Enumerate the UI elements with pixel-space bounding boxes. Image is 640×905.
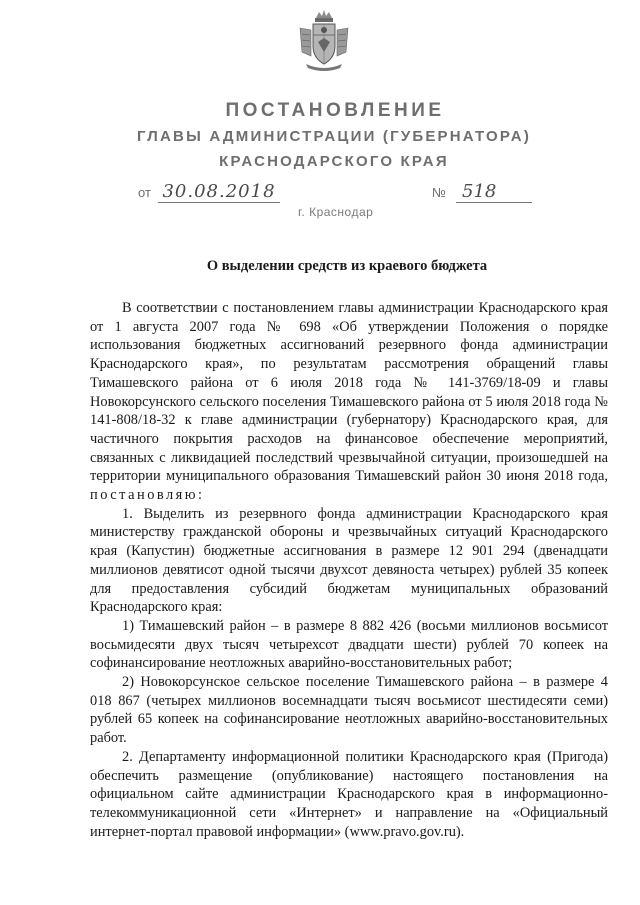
- document-number: 518: [456, 181, 532, 203]
- issuer-line-1: ГЛАВЫ АДМИНИСТРАЦИИ (ГУБЕРНАТОРА): [136, 128, 532, 145]
- date-number-line: [0, 181, 640, 205]
- city-label: г. Краснодар: [298, 205, 374, 219]
- issuer-line-2: КРАСНОДАРСКОГО КРАЯ: [219, 153, 449, 170]
- item-1-1-paragraph: 1) Тимашевский район – в размере 8 882 426 (восьми миллионов восьмисот восьмидесяти двух тысяч четырехсот двадцати шести) рублей 70 копеек на софинансирование неотложных аварийно-восстановительных работ;: [90, 617, 608, 672]
- document-heading: О выделении средств из краевого бюджета: [206, 258, 488, 274]
- document-body: [90, 299, 608, 841]
- decree-word: постановляю:: [90, 487, 205, 504]
- intro-text: В соответствии с постановлением главы администрации Краснодарского края от 1 августа 2007 года № 698 «Об утверждении Положения о порядке использования бюджетных ассигнований резервного фонда администрации Краснодарского края», по результатам рассмотрения обращений главы Тимашевского района от 6 июля 2018 года № 141-3769/18-09 и главы Новокорсунского сельского поселения Тимашевского района от 5 июля 2018 года № 141-808/18-32 к главе администрации (губернатору) Краснодарского края, для частичного покрытия расходов на финансовое обеспечение мероприятий, связанных с ликвидацией последствий чрезвычайной ситуации, произошедшей на территории муниципального образования Тимашевский район 30 июня 2018 года,: [90, 300, 608, 485]
- item-2-paragraph: 2. Департаменту информационной политики Краснодарского края (Пригода) обеспечить размещение (опубликование) настоящего постановления на официальном сайте администрации Краснодарского края в информационно-телекоммуникационной сети «Интернет» и направление на «Официальный интернет-портал правовой информации» (www.pravo.gov.ru).: [90, 748, 608, 840]
- date-prefix: от: [138, 185, 151, 200]
- intro-paragraph: [90, 299, 608, 505]
- document-date: 30.08.2018: [158, 181, 280, 203]
- coat-of-arms-icon: [296, 8, 352, 74]
- document-title: ПОСТАНОВЛЕНИЕ: [225, 100, 445, 121]
- number-prefix: №: [432, 185, 446, 200]
- item-1-paragraph: 1. Выделить из резервного фонда администрации Краснодарского края министерству гражданской обороны и чрезвычайных ситуаций Краснодарского края (Капустин) бюджетные ассигнования в размере 12 901 294 (двенадцати миллионов девятисот одной тысячи двухсот девяноста четырех) рублей 35 копеек для предоставления субсидий бюджетам муниципальных образований Краснодарского края:: [90, 505, 608, 616]
- item-1-2-paragraph: 2) Новокорсунское сельское поселение Тимашевского района – в размере 4 018 867 (четырех миллионов восемнадцати тысяч восьмисот шестидесяти семи) рублей 65 копеек на софинансирование неотложных аварийно-восстановительных работ.: [90, 674, 608, 747]
